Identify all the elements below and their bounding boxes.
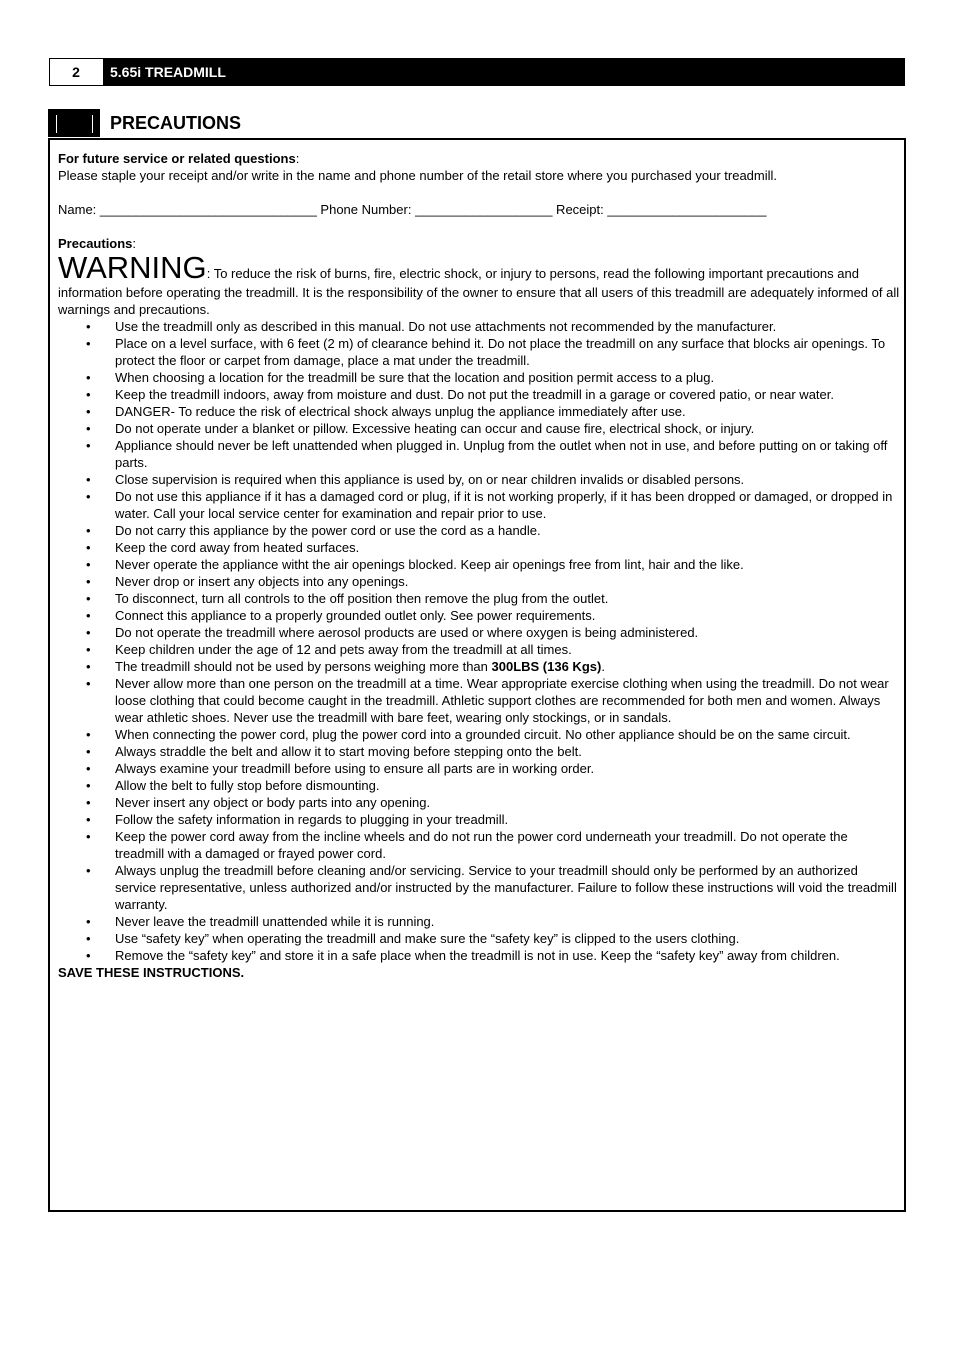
service-heading: For future service or related questions [58, 151, 296, 166]
list-item: • Keep children under the age of 12 and pets away from the treadmill at all times. [58, 641, 900, 658]
section-marker-line [92, 115, 93, 133]
list-item: • Never drop or insert any objects into any openings. [58, 573, 900, 590]
list-item: • Never operate the appliance witht the air openings blocked. Keep air openings free from lint, hair and the like. [58, 556, 900, 573]
list-item: • Do not operate the treadmill where aerosol products are used or where oxygen is being administered. [58, 624, 900, 641]
list-item: • Always examine your treadmill before using to ensure all parts are in working order. [58, 760, 900, 777]
list-item: • Close supervision is required when this appliance is used by, on or near children invalids or disabled persons. [58, 471, 900, 488]
list-item: • Keep the power cord away from the incline wheels and do not run the power cord underneath your treadmill. Do not operate the treadmill with a damaged or frayed power cord. [58, 828, 900, 862]
service-text: Please staple your receipt and/or write in the name and phone number of the retail store where you purchased your treadmill. [58, 168, 778, 183]
section-title: PRECAUTIONS [110, 113, 242, 133]
service-heading-line [58, 150, 900, 167]
content [58, 150, 900, 981]
spacer [58, 184, 900, 201]
header-bar [49, 58, 905, 86]
list-item: • Do not operate under a blanket or pillow. Excessive heating can occur and cause fire, electrical shock, or injury. [58, 420, 900, 437]
list-item: • When connecting the power cord, plug the power cord into a grounded circuit. No other appliance should be on the same circuit. [58, 726, 900, 743]
warning-colon: : [206, 266, 211, 281]
save-instructions: SAVE THESE INSTRUCTIONS. [58, 965, 245, 980]
weight-suffix: . [601, 659, 605, 674]
precautions-colon: : [132, 236, 137, 251]
list-item: • Never leave the treadmill unattended while it is running. [58, 913, 900, 930]
weight-text: The treadmill should not be used by persons weighing more than [115, 659, 492, 674]
service-heading-colon: : [295, 151, 300, 166]
list-item: • Do not carry this appliance by the power cord or use the cord as a handle. [58, 522, 900, 539]
list-item: • Do not use this appliance if it has a damaged cord or plug, if it is not working properly, if it has been dropped or damaged, or dropped in water. Call your local service center for examination and repair prior to use. [58, 488, 900, 522]
section-marker-line [56, 115, 57, 133]
section-marker [48, 109, 100, 137]
precautions-list [58, 318, 900, 658]
list-item [58, 658, 900, 675]
list-item: • Follow the safety information in regards to plugging in your treadmill. [58, 811, 900, 828]
list-item: • To disconnect, turn all controls to the off position then remove the plug from the outlet. [58, 590, 900, 607]
list-item: • Use “safety key” when operating the treadmill and make sure the “safety key” is clipped to the users clothing. [58, 930, 900, 947]
list-item: • Always unplug the treadmill before cleaning and/or servicing. Service to your treadmill should only be performed by an authorized service representative, unless authorized and/or instructed by the manufacturer. Failure to follow these instructions will void the treadmill warranty. [58, 862, 900, 913]
list-item: • Remove the “safety key” and store it in a safe place when the treadmill is not in use. Keep the “safety key” away from children. [58, 947, 900, 964]
precautions-list-continued [58, 675, 900, 964]
list-item: • Never insert any object or body parts into any opening. [58, 794, 900, 811]
warning-text: To reduce the risk of burns, fire, electric shock, or injury to persons, read the following important precautions and information before operating the treadmill. It is the responsibility of the owner to ensure that all users of this treadmill are adequately informed of all warnings and precautions. [58, 266, 900, 317]
list-item: • DANGER- To reduce the risk of electrical shock always unplug the appliance immediately after use. [58, 403, 900, 420]
weight-limit: 300LBS (136 Kgs) [491, 659, 602, 674]
list-item: • Always straddle the belt and allow it to start moving before stepping onto the belt. [58, 743, 900, 760]
list-item: • Use the treadmill only as described in this manual. Do not use attachments not recommended by the manufacturer. [58, 318, 900, 335]
list-item: • Connect this appliance to a properly grounded outlet only. See power requirements. [58, 607, 900, 624]
list-item: • Keep the treadmill indoors, away from moisture and dust. Do not put the treadmill in a garage or covered patio, or near water. [58, 386, 900, 403]
weight-limit-list [58, 658, 900, 675]
list-item: • When choosing a location for the treadmill be sure that the location and position permit access to a plug. [58, 369, 900, 386]
list-item: • Allow the belt to fully stop before dismounting. [58, 777, 900, 794]
contact-form-line: Name: ______________________________ Phone Number: ___________________ Receipt: ______________________ [58, 202, 767, 217]
list-item: • Place on a level surface, with 6 feet (2 m) of clearance behind it. Do not place the treadmill on any surface that blocks air openings. To protect the floor or carpet from damage, place a mat under the treadmill. [58, 335, 900, 369]
warning-paragraph [58, 252, 900, 318]
model-title: 5.65i TREADMILL [102, 59, 226, 85]
page-number: 2 [50, 59, 102, 85]
warning-word: WARNING [58, 250, 207, 285]
list-item: • Never allow more than one person on the treadmill at a time. Wear appropriate exercise clothing when using the treadmill. Do not wear loose clothing that could become caught in the treadmill. Athletic support clothes are recommended for both men and women. Always wear athletic shoes. Never use the treadmill with bare feet, wearing only stockings, or in sandals. [58, 675, 900, 726]
list-item: • Appliance should never be left unattended when plugged in. Unplug from the outlet when not in use, and before putting on or taking off parts. [58, 437, 900, 471]
list-item: • Keep the cord away from heated surfaces. [58, 539, 900, 556]
spacer [58, 218, 900, 235]
precautions-heading: Precautions [58, 236, 133, 251]
